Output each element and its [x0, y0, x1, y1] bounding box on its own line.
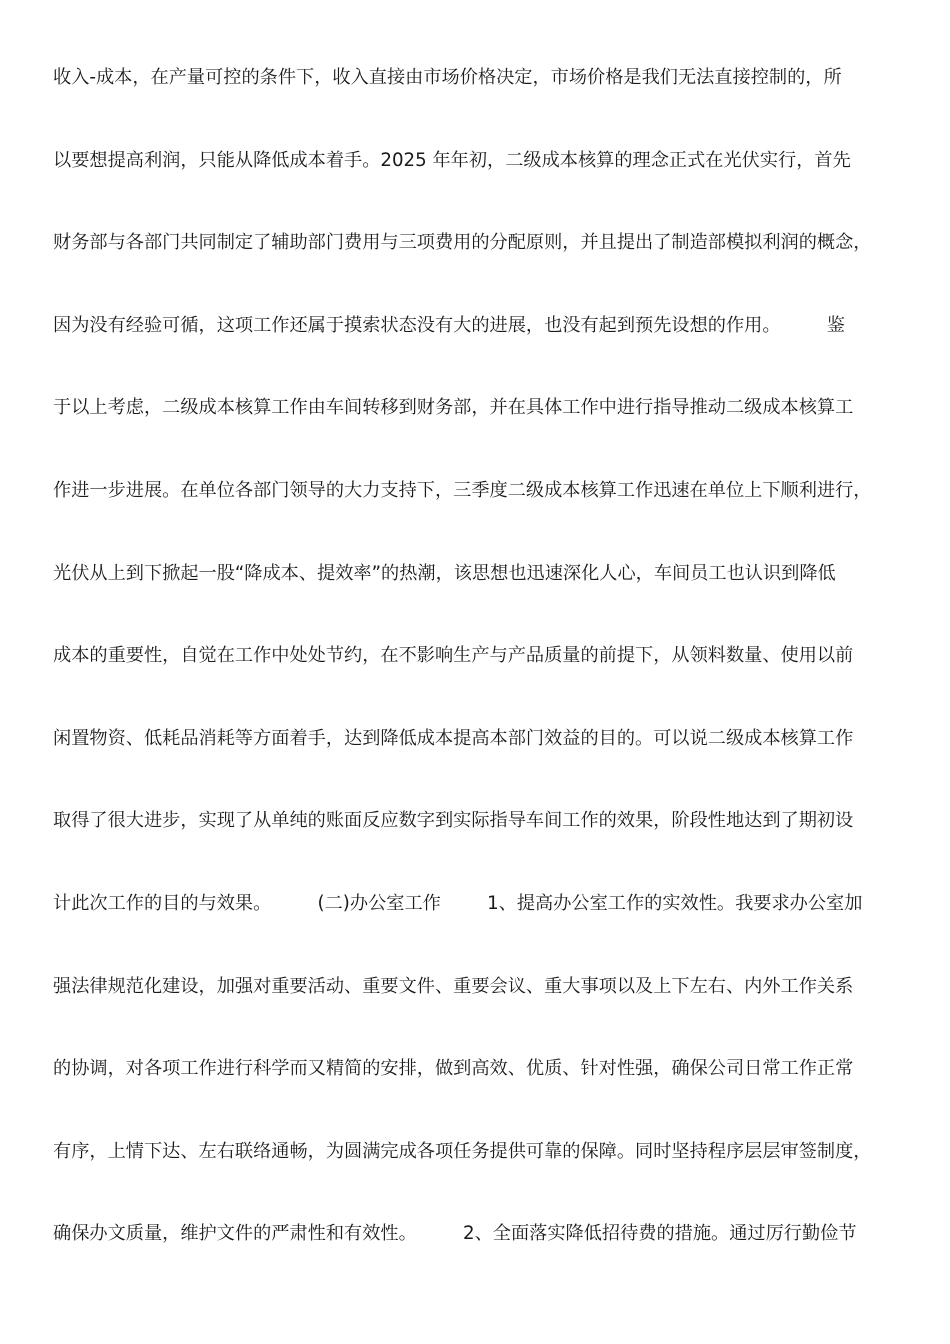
text-line: 财务部与各部门共同制定了辅助部门费用与三项费用的分配原则，并且提出了制造部模拟利润的概念， [53, 232, 872, 254]
text-line: 取得了很大进步，实现了从单纯的账面反应数字到实际指导车间工作的效果，阶段性地达到了期初设 [53, 810, 854, 832]
text-line: 因为没有经验可循，这项工作还属于摸索状态没有大的进展，也没有起到预先设想的作用。 鉴 [53, 314, 845, 336]
text-line: 于以上考虑，二级成本核算工作由车间转移到财务部，并在具体工作中进行指导推动二级成本核算工 [53, 397, 854, 419]
text-line: 收入-成本，在产量可控的条件下，收入直接由市场价格决定，市场价格是我们无法直接控制的，所 [53, 67, 842, 88]
text-line: 有序，上情下达、左右联络通畅，为圆满完成各项任务提供可靠的保障。同时坚持程序层层审签制度， [53, 1140, 872, 1162]
text-line: 闲置物资、低耗品消耗等方面着手，达到降低成本提高本部门效益的目的。可以说二级成本核算工作 [53, 727, 854, 749]
text-line: 强法律规范化建设，加强对重要活动、重要文件、重要会议、重大事项以及上下左右、内外工作关系 [53, 975, 854, 997]
text-line: 作进一步进展。在单位各部门领导的大力支持下，三季度二级成本核算工作迅速在单位上下顺利进行， [53, 479, 872, 501]
text-line: 的协调，对各项工作进行科学而又精简的安排，做到高效、优质、针对性强，确保公司日常工作正常 [53, 1058, 854, 1080]
text-line: 成本的重要性，自觉在工作中处处节约，在不影响生产与产品质量的前提下，从领料数量、使用以前 [53, 645, 854, 667]
text-line: 计此次工作的目的与效果。 (二)办公室工作 1、提高办公室工作的实效性。我要求办公室加 [53, 892, 863, 914]
body-text [53, 60, 913, 1299]
text-line: 确保办文质量，维护文件的严肃性和有效性。 2、全面落实降低招待费的措施。通过厉行勤俭节 [53, 1223, 857, 1245]
text-line: 光伏从上到下掀起一股“降成本、提效率”的热潮，该思想也迅速深化人心，车间员工也认识到降低 [53, 562, 836, 584]
text-line: 以要想提高利润，只能从降低成本着手。2025 年年初，二级成本核算的理念正式在光伏实行，首先 [53, 149, 851, 171]
